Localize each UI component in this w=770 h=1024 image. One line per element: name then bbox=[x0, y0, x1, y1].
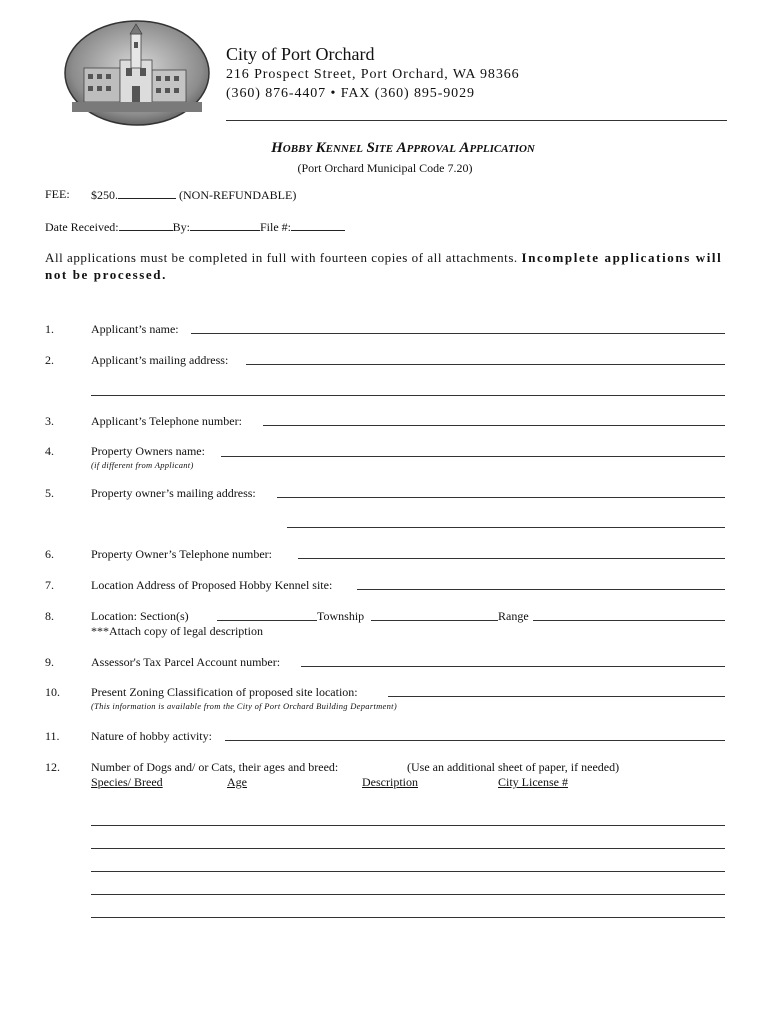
column-city-license: City License # bbox=[498, 775, 568, 789]
field-number: 9. bbox=[45, 655, 54, 669]
intro-text bbox=[45, 249, 735, 283]
legal-description-note: ***Attach copy of legal description bbox=[91, 624, 263, 638]
column-description: Description bbox=[362, 775, 418, 789]
intro-normal: All applications must be completed in full with fourteen copies of all attachments. bbox=[45, 250, 518, 265]
owner-address-field-2[interactable] bbox=[287, 527, 725, 528]
parcel-number-field[interactable] bbox=[301, 666, 725, 667]
city-name: City of Port Orchard bbox=[226, 44, 375, 64]
animal-row-line[interactable] bbox=[91, 848, 725, 849]
city-hall-logo bbox=[64, 20, 210, 126]
range-field[interactable] bbox=[533, 620, 725, 621]
date-received-field[interactable] bbox=[119, 219, 173, 231]
applicant-phone-label: Applicant’s Telephone number: bbox=[91, 414, 242, 428]
zoning-label: Present Zoning Classification of proposed site location: bbox=[91, 685, 358, 699]
section-label: Location: Section(s) bbox=[91, 609, 189, 623]
township-label: Township bbox=[317, 609, 365, 623]
field-number: 2. bbox=[45, 353, 54, 367]
zoning-note: (This information is available from the City of Port Orchard Building Department) bbox=[91, 701, 397, 711]
file-field[interactable] bbox=[291, 219, 345, 231]
zoning-field[interactable] bbox=[388, 696, 725, 697]
date-received-label: Date Received: bbox=[45, 220, 119, 234]
field-number: 3. bbox=[45, 414, 54, 428]
applicant-address-field-2[interactable] bbox=[91, 395, 725, 396]
owner-address-field[interactable] bbox=[277, 497, 725, 498]
field-number: 11. bbox=[45, 729, 60, 743]
applicant-address-field[interactable] bbox=[246, 364, 725, 365]
phone-number: (360) 876-4407 bbox=[226, 86, 327, 101]
by-label: By: bbox=[172, 220, 190, 234]
animal-row-line[interactable] bbox=[91, 871, 725, 872]
file-label: File #: bbox=[259, 220, 291, 234]
owner-name-label: Property Owners name: bbox=[91, 444, 205, 458]
applicant-address-label: Applicant’s mailing address: bbox=[91, 353, 229, 367]
fax-number: FAX (360) 895-9029 bbox=[340, 86, 475, 101]
additional-sheet-note: (Use an additional sheet of paper, if needed) bbox=[407, 760, 620, 774]
field-number: 12. bbox=[45, 760, 60, 774]
field-number: 10. bbox=[45, 685, 60, 699]
animal-row-line[interactable] bbox=[91, 917, 725, 918]
header-divider bbox=[226, 120, 727, 121]
city-address: 216 Prospect Street, Port Orchard, WA 98366 bbox=[226, 67, 520, 82]
field-number: 7. bbox=[45, 578, 54, 592]
applicant-name-label: Applicant’s name: bbox=[91, 322, 179, 336]
owner-phone-label: Property Owner’s Telephone number: bbox=[91, 547, 273, 561]
animals-label: Number of Dogs and/ or Cats, their ages and breed: bbox=[91, 760, 339, 774]
column-species-breed: Species/ Breed bbox=[91, 775, 163, 789]
by-field[interactable] bbox=[190, 219, 260, 231]
city-phone bbox=[226, 86, 475, 102]
field-number: 1. bbox=[45, 322, 54, 336]
section-field[interactable] bbox=[217, 620, 317, 621]
animal-row-line[interactable] bbox=[91, 825, 725, 826]
field-number: 8. bbox=[45, 609, 54, 623]
owner-address-label: Property owner’s mailing address: bbox=[91, 486, 256, 500]
fee-blank[interactable] bbox=[118, 187, 176, 199]
fee-note: (NON-REFUNDABLE) bbox=[179, 188, 297, 202]
owner-name-field[interactable] bbox=[221, 456, 725, 457]
range-label: Range bbox=[498, 609, 529, 623]
received-row bbox=[45, 219, 345, 235]
kennel-location-label: Location Address of Proposed Hobby Kennel site: bbox=[91, 578, 333, 592]
animal-row-line[interactable] bbox=[91, 894, 725, 895]
applicant-phone-field[interactable] bbox=[263, 425, 725, 426]
fee-amount: $250. bbox=[91, 188, 118, 202]
column-age: Age bbox=[227, 775, 247, 789]
kennel-location-field[interactable] bbox=[357, 589, 725, 590]
fee-amount-row bbox=[91, 187, 296, 203]
hobby-activity-label: Nature of hobby activity: bbox=[91, 729, 212, 743]
hobby-activity-field[interactable] bbox=[225, 740, 725, 741]
parcel-number-label: Assessor's Tax Parcel Account number: bbox=[91, 655, 281, 669]
field-number: 4. bbox=[45, 444, 54, 458]
form-subtitle: (Port Orchard Municipal Code 7.20) bbox=[297, 161, 473, 175]
owner-phone-field[interactable] bbox=[298, 558, 725, 559]
bullet: • bbox=[330, 86, 337, 101]
township-field[interactable] bbox=[371, 620, 498, 621]
fee-label: FEE: bbox=[45, 187, 70, 201]
applicant-name-field[interactable] bbox=[191, 333, 725, 334]
field-number: 5. bbox=[45, 486, 54, 500]
owner-name-note: (if different from Applicant) bbox=[91, 460, 194, 470]
form-title: HOBBY KENNEL SITE APPROVAL APPLICATION bbox=[271, 140, 535, 156]
intro-bold: Incomplete applications will not be processed. bbox=[45, 250, 723, 282]
field-number: 6. bbox=[45, 547, 54, 561]
